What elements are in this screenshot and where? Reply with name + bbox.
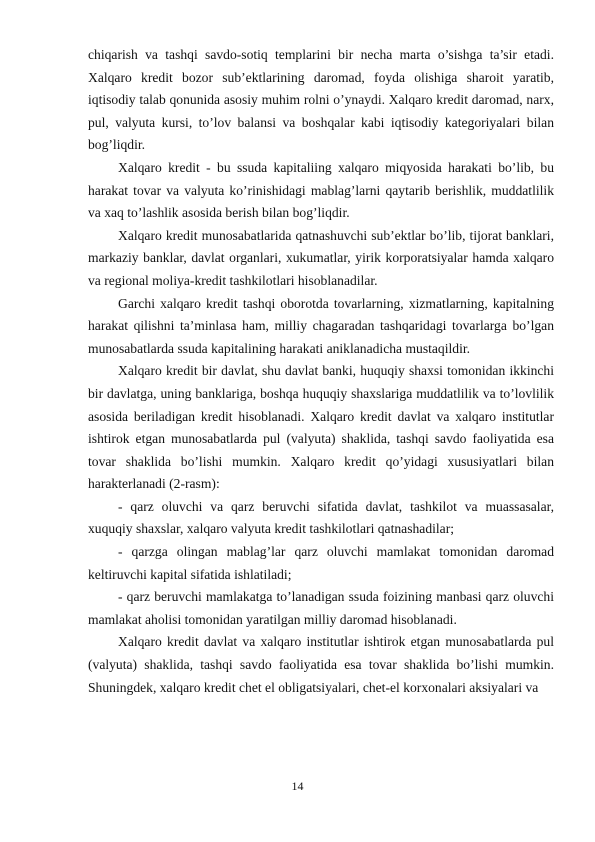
page-number: 14	[291, 779, 304, 793]
list-item-3: - qarz beruvchi mamlakatga to’lanadigan ssuda foizining manbasi qarz oluvchi mamlakat aholisi tomonidan yaratilgan milliy daromad hisoblanadi.	[88, 589, 554, 627]
paragraph-4: Garchi xalqaro kredit tashqi oborotda tovarlarning, xizmatlarning, kapitalning harakat qilishni ta’minlasa ham, milliy chagaradan tashqaridagi tovarlarga bo’lgan munosabatlarda ssuda kapitalining harakati aniklanadicha mustaqildir.	[88, 295, 554, 356]
paragraph-6: Xalqaro kredit davlat va xalqaro institutlar ishtirok etgan munosabatlarda pul (valyuta) shaklida, tashqi savdo faoliyatida esa tovar shaklida bo’lishi mumkin. Shuningdek, xalqaro kredit chet el obligatsiyalari, chet-el korxonalari aksiyalari va	[88, 634, 554, 695]
paragraph-3: Xalqaro kredit munosabatlarida qatnashuvchi sub’ektlar bo’lib, tijorat banklari, markaziy banklar, davlat organlari, xukumatlar, yirik korporatsiyalar hamda xalqaro va regional moliya-kredit tashkilotlari hisoblanadilar.	[88, 227, 554, 288]
paragraph-2: Xalqaro kredit - bu ssuda kapitaliing xalqaro miqyosida harakati bo’lib, bu harakat tovar va valyuta ko’rinishidagi mablag’larni qaytarib berishlik, muddatlilik va xaq to’lashlik asosida berish bilan bog’liqdir.	[88, 159, 554, 221]
paragraph-5: Xalqaro kredit bir davlat, shu davlat banki, huquqiy shaxsi tomonidan ikkinchi bir davlatga, uning banklariga, boshqa huquqiy shaxslariga muddatlilik va to’lovlilik asosida beriladigan kredit hisoblanadi. Xalqaro kredit davlat va xalqaro institutlar ishtirok etgan munosabatlarda pul (valyuta) shaklida, tashqi savdo faoliyatida esa tovar shaklida bo’lishi mumkin. Xalqaro kredit qo’yidagi xususiyatlari bilan harakterlanadi (2-rasm):	[88, 363, 554, 492]
paragraph-1: chiqarish va tashqi savdo-sotiq templarini bir necha marta o’sishga ta’sir etadi. Xalqaro kredit bozor sub’ektlarining daromad, foyda olishiga sharoit yaratib, iqtisodiy talab qonunida asosiy muhim rolni o’ynaydi. Xalqaro kredit daromad, narx, pul, valyuta kursi, to’lov balansi va boshqalar kabi iqtisodiy kategoriyalari bilan bog’liqdir.	[88, 47, 554, 153]
document-page	[88, 44, 554, 699]
list-item-1: - qarz oluvchi va qarz beruvchi sifatida davlat, tashkilot va muassasalar, xuquqiy shaxslar, xalqaro valyuta kredit tashkilotlari qatnashadilar;	[88, 498, 554, 537]
list-item-2: - qarzga olingan mablag’lar qarz oluvchi mamlakat tomonidan daromad keltiruvchi kapital sifatida ishlatiladi;	[88, 544, 554, 582]
